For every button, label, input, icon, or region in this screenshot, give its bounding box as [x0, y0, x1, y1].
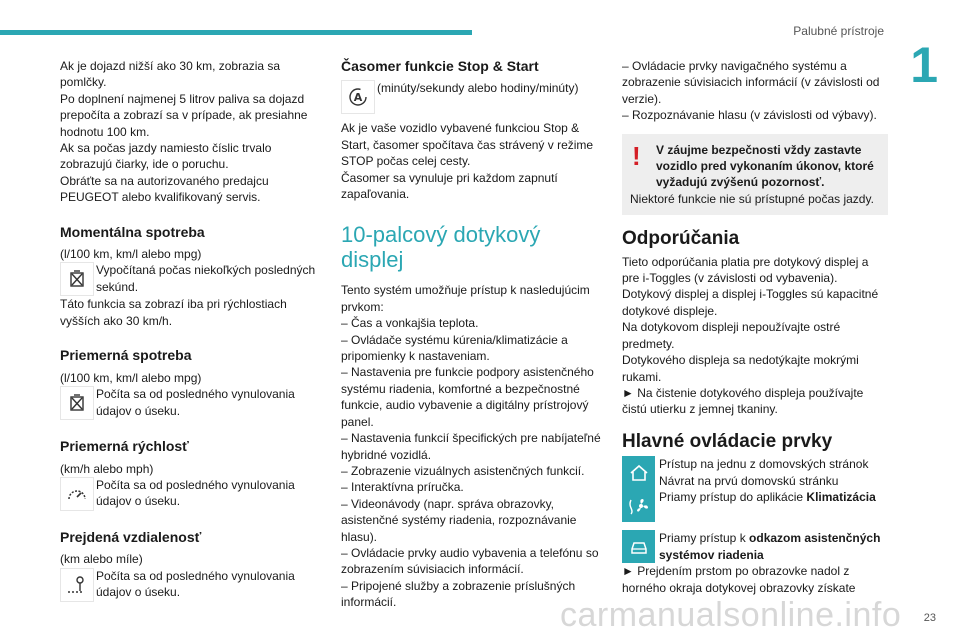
stop-start-icon	[341, 80, 375, 114]
climate-fan-icon	[622, 489, 655, 522]
list-item: – Ovládacie prvky audio vybavenia a telefónu so zobrazením súvisiacich informácií.	[341, 545, 599, 577]
header-accent-bar	[0, 30, 472, 35]
assist-desc-text: Priamy prístup k	[659, 531, 750, 546]
warning-text: Niektoré funkcie nie sú prístupné počas jazdy.	[630, 191, 874, 206]
chapter-number: 1	[910, 37, 938, 93]
section-note: Táto funkcia sa zobrazí iba pri rýchlostiach vyšších ako 30 km/h.	[60, 297, 287, 328]
assist-desc	[659, 530, 888, 563]
car-assist-icon	[622, 530, 655, 563]
list-item: – Nastavenia pre funkcie podpory asistenčného systému riadenia, komfortné a bezpečnostné funkcie, audio vybavenie a digitálny prístrojový panel.	[341, 365, 594, 429]
timer-paragraph: Časomer sa vynuluje pri každom zapnutí zapaľovania.	[341, 170, 558, 202]
display-intro: Tento systém umožňuje prístup k nasledujúcim prvkom:	[341, 283, 590, 314]
unit-text: (km/h alebo mph)	[60, 461, 154, 476]
home-icon	[622, 456, 655, 489]
unit-text: (l/100 km, km/l alebo mpg)	[60, 247, 202, 262]
fuel-pump-cross-icon	[60, 386, 94, 420]
list-item: – Nastavenia funkcií špecifických pre nabíjateľné hybridné vozidlá.	[341, 431, 601, 462]
section-heading-recommendations: Odporúčania	[622, 228, 740, 250]
warning-exclamation-icon: !	[632, 140, 641, 171]
section-description: Vypočítaná počas niekoľkých posledných sekúnd.	[96, 263, 316, 294]
page-number: 23	[923, 612, 936, 624]
icon-row	[341, 80, 603, 114]
icon-row	[60, 386, 322, 420]
feature-list	[341, 315, 603, 610]
home-desc-2: Návrat na prvú domovskú stránku	[659, 473, 839, 488]
unit-text: (l/100 km, km/l alebo mpg)	[60, 370, 202, 385]
rec-paragraph: Dotykového displeja sa nedotýkajte mokrými rukami.	[622, 353, 859, 384]
icon-row	[60, 262, 322, 296]
section-heading-current-consumption: Momentálna spotreba	[60, 223, 205, 240]
fuel-pump-cross-icon	[60, 262, 94, 296]
section-description: Počíta sa od posledného vynulovania údajov o úseku.	[96, 387, 295, 418]
feature-list-continued	[622, 58, 888, 124]
safety-warning-box	[622, 134, 888, 216]
section-heading-touchscreen: 10-palcový dotykový displej	[341, 222, 541, 273]
icon-row	[60, 568, 322, 602]
section-heading-average-speed: Priemerná rýchlosť	[60, 438, 189, 455]
unit-text: (km alebo míle)	[60, 552, 143, 567]
climate-desc-bold: Klimatizácia	[806, 490, 876, 505]
section-heading-main-controls: Hlavné ovládacie prvky	[622, 430, 833, 452]
intro-paragraph: Ak je dojazd nižší ako 30 km, zobrazia sa pomlčky.	[60, 59, 281, 90]
rec-paragraph: Tieto odporúčania platia pre dotykový displej a pre i-Toggles (v závislosti od vybavenia).	[622, 254, 869, 286]
svg-text:A: A	[353, 91, 363, 105]
section-description: Počíta sa od posledného vynulovania údajov o úseku.	[96, 568, 295, 600]
climate-desc-text: Priamy prístup do aplikácie	[659, 490, 807, 505]
list-item: – Pripojené služby a zobrazenie príslušných informácií.	[341, 578, 576, 610]
icon-row-assist	[622, 530, 888, 563]
icon-row	[60, 477, 322, 511]
assist-desc-bold: odkazom asistenčných systémov riadenia	[659, 531, 881, 562]
timer-unit: (minúty/sekundy alebo hodiny/minúty)	[377, 81, 579, 96]
list-item: – Rozpoznávanie hlasu (v závislosti od výbavy).	[622, 108, 877, 123]
list-item: – Čas a vonkajšia teplota.	[341, 316, 479, 331]
rec-paragraph: Dotykový displej a displej i-Toggles sú kapacitné dotykové displeje.	[622, 287, 879, 318]
section-description: Počíta sa od posledného vynulovania údajov o úseku.	[96, 477, 295, 509]
icon-row-home	[622, 456, 888, 489]
rec-paragraph: ► Na čistenie dotykového displeja používajte čistú utierku z jemnej tkaniny.	[622, 385, 864, 417]
section-heading-stop-start-timer: Časomer funkcie Stop & Start	[341, 58, 539, 74]
timer-paragraph: Ak je vaše vozidlo vybavené funkciou Stop & Start, časomer spočítava čas strávený v režime STOP počas celej cesty.	[341, 121, 594, 169]
section-heading-average-consumption: Priemerná spotreba	[60, 347, 192, 364]
list-item: – Ovládače systému kúrenia/klimatizácie a pripomienky k nastaveniam.	[341, 332, 568, 364]
column-1	[60, 58, 322, 602]
intro-paragraph: Ak sa počas jazdy namiesto číslic trvalo zobrazujú čiarky, ide o poruchu.	[60, 141, 272, 172]
speedometer-icon	[60, 477, 94, 511]
rec-paragraph: Na dotykovom displeji nepoužívajte ostré predmety.	[622, 320, 841, 351]
list-item: – Zobrazenie vizuálnych asistenčných funkcií.	[341, 463, 585, 478]
list-item: – Ovládacie prvky navigačného systému a zobrazenie súvisiacich informácií (v závislosti od verzie).	[622, 59, 880, 106]
chapter-title: Palubné prístroje	[793, 24, 884, 38]
warning-bold-text: V záujme bezpečnosti vždy zastavte vozidlo pred vykonaním úkonov, ktoré vyžadujú zvýšenú pozornosť.	[656, 142, 874, 190]
list-item: – Videonávody (napr. správa obrazovky, asistenčné systémy riadenia, rozpoznávanie hlasu).	[341, 496, 577, 544]
final-paragraph: ► Prejdením prstom po obrazovke nadol z horného okraja dotykovej obrazovky získate	[622, 564, 856, 595]
climate-desc	[659, 489, 888, 505]
icon-row-climate	[622, 489, 888, 522]
column-3	[622, 58, 888, 596]
list-item: – Interaktívna príručka.	[341, 480, 464, 495]
home-desc-1: Prístup na jednu z domovských stránok	[659, 457, 869, 472]
intro-paragraph: Obráťte sa na autorizovaného predajcu PEUGEOT alebo kvalifikovaný servis.	[60, 173, 269, 205]
column-2	[341, 58, 603, 611]
watermark: carmanualsonline.info	[560, 596, 902, 634]
intro-paragraph: Po doplnení najmenej 5 litrov paliva sa dojazd prepočíta a zobrazí sa v prípade, ak presiahne hodnotu 100 km.	[60, 91, 308, 139]
distance-pin-icon	[60, 568, 94, 602]
section-heading-distance: Prejdená vzdialenosť	[60, 528, 202, 545]
